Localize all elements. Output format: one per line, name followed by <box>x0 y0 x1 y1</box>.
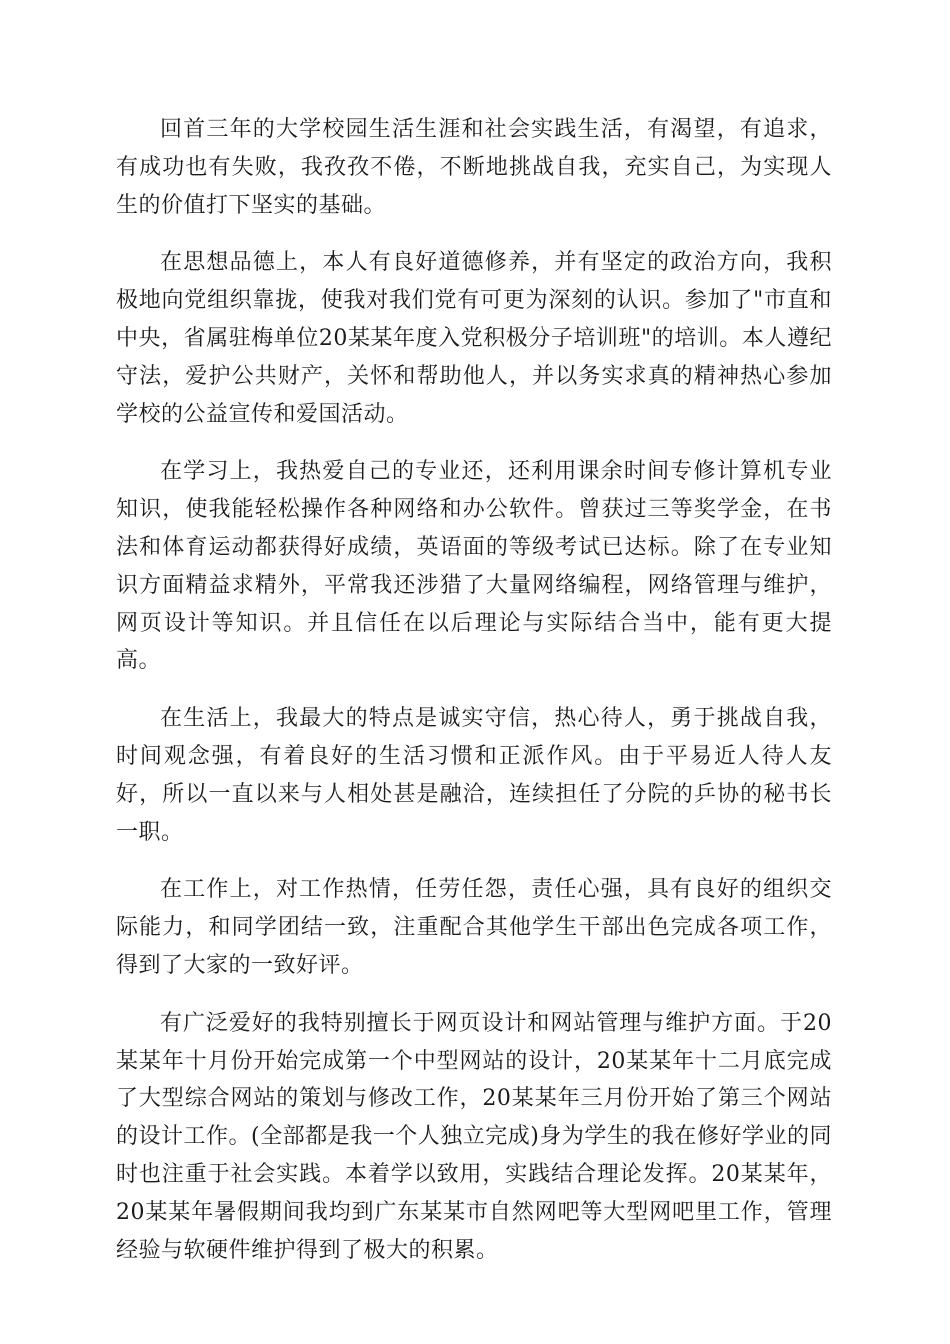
paragraph-ideology: 在思想品德上，本人有良好道德修养，并有坚定的政治方向，我积极地向党组织靠拢，使我对我们党有可更为深刻的认识。参加了"市直和中央，省属驻梅单位20某某年度入党积极分子培训班"的培训。本人遵纪守法，爱护公共财产，关怀和帮助他人，并以务实求真的精神热心参加学校的公益宣传和爱国活动。 <box>116 250 832 427</box>
paragraph-hobbies: 有广泛爱好的我特别擅长于网页设计和网站管理与维护方面。于20某某年十月份开始完成第一个中型网站的设计，20某某年十二月底完成了大型综合网站的策划与修改工作，20某某年三月份开始了第三个网站的设计工作。(全部都是我一个人独立完成)身为学生的我在修好学业的同时也注重于社会实践。本着学以致用，实践结合理论发挥。20某某年，20某某年暑假期间我均到广东某某市自然网吧等大型网吧里工作，管理经验与软硬件维护得到了极大的积累。 <box>116 1010 832 1263</box>
paragraph-study: 在学习上，我热爱自己的专业还，还利用课余时间专修计算机专业知识，使我能轻松操作各种网络和办公软件。曾获过三等奖学金，在书法和体育运动都获得好成绩，英语面的等级考试已达标。除了在专业知识方面精益求精外，平常我还涉猎了大量网络编程，网络管理与维护，网页设计等知识。并且信任在以后理论与实际结合当中，能有更大提高。 <box>116 459 832 674</box>
paragraph-intro: 回首三年的大学校园生活生涯和社会实践生活，有渴望，有追求，有成功也有失败，我孜孜不倦，不断地挑战自我，充实自己，为实现人生的价值打下坚实的基础。 <box>116 117 832 218</box>
paragraph-life: 在生活上，我最大的特点是诚实守信，热心待人，勇于挑战自我，时间观念强，有着良好的生活习惯和正派作风。由于平易近人待人友好，所以一直以来与人相处甚是融洽，连续担任了分院的乒协的秘书长一职。 <box>116 706 832 845</box>
document-body <box>116 111 832 1289</box>
paragraph-work: 在工作上，对工作热情，任劳任怨，责任心强，具有良好的组织交际能力，和同学团结一致，注重配合其他学生干部出色完成各项工作，得到了大家的一致好评。 <box>116 877 832 978</box>
